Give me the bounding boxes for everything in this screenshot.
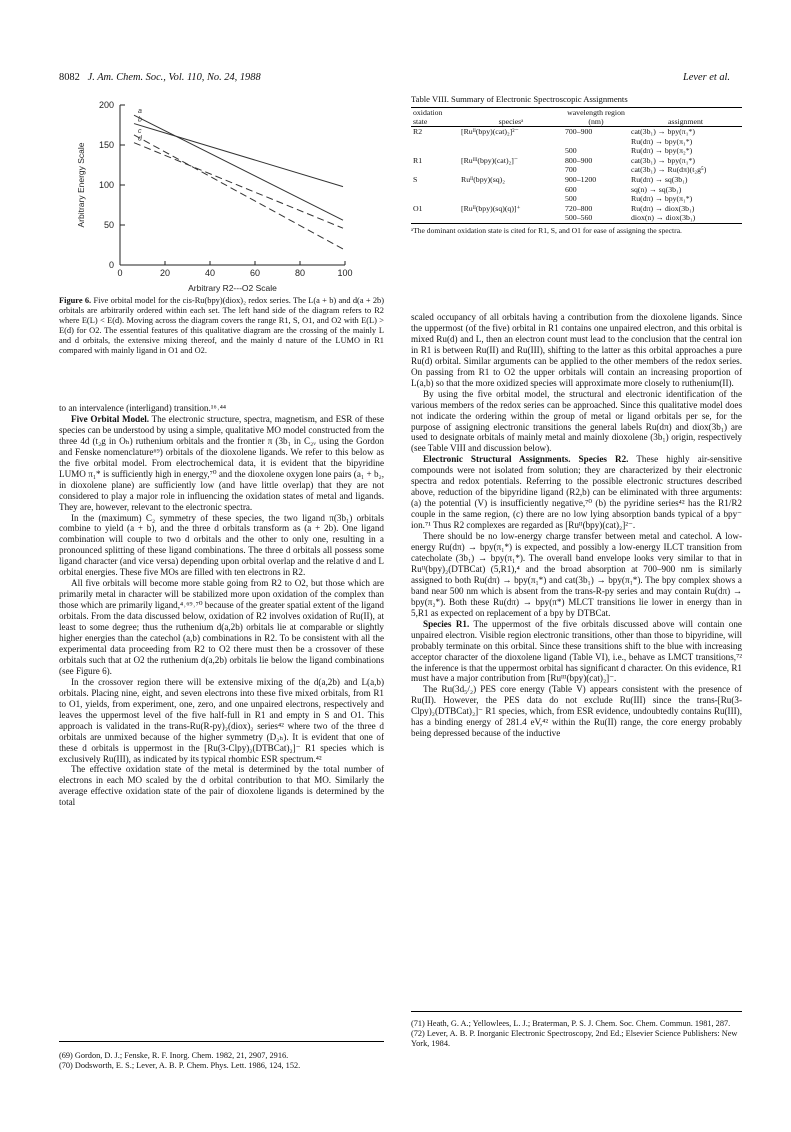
figure-caption-text: Five orbital model for the cis-Ru(bpy)(diox)₂ redox series. The L(a + b) and d(a + 2b) orbitals are arbitrarily ordered within each set. The left hand side of the diagram refers to R2 where E(L) < E(d). Moving across the diagram covers the range R1, S, O1, and O2 with E(L) > E(d) for O2. The essential features of this qualitative diagram are the crossing of the mainly L and d orbitals, the extensive mixing thereof, and the mainly d nature of the LUMO in R1 compared with mainly ligand in O1 and O2.	[59, 296, 385, 355]
paragraph	[411, 619, 742, 685]
series-line-c	[134, 135, 343, 249]
left-column	[59, 403, 384, 808]
table-cell: 800–900	[565, 155, 593, 165]
table-row	[411, 165, 742, 175]
footnote-rule	[411, 1011, 742, 1012]
paragraph: By using the five orbital model, the structural and electronic identification of the various members of the redox series can be approached. Since this qualitative model does not indicate the ordering within the group of metal or ligand orbitals per se, for the purpose of assigning electronic transitions the general labels Ru(dπ) and diox(3b₁) are used to designate orbitals of mainly metal and mainly dioxolene (3b₁) origin, respectively (see Table VIII and discussion below).	[411, 388, 742, 454]
series-label-c: c	[138, 127, 142, 135]
x-tick-label: 40	[204, 268, 216, 278]
table-footnote: ᵃThe dominant oxidation state is cited for R1, S, and O1 for ease of assigning the spectra.	[411, 225, 682, 235]
x-tick-label: 80	[294, 268, 306, 278]
table-cell: 500	[565, 194, 577, 204]
right-column	[411, 312, 742, 739]
table-cell: Ru(dπ) → sq(3b₁)	[631, 174, 688, 184]
table-cell	[459, 165, 563, 175]
table-row	[411, 175, 742, 185]
table-cell: 500	[565, 146, 577, 156]
x-tick-label: 100	[337, 268, 353, 278]
table-cell	[459, 185, 563, 195]
table-row	[411, 194, 742, 204]
y-tick-label: 150	[98, 140, 114, 150]
table-cell	[563, 137, 629, 147]
page-number: 8082	[59, 72, 80, 83]
table-cell: O1	[413, 203, 423, 213]
table-header-cell: oxidation state	[411, 108, 459, 127]
table-cell	[411, 137, 459, 147]
table-row	[411, 137, 742, 147]
figure-6-chart	[60, 95, 380, 295]
table-cell: 720–800	[565, 203, 593, 213]
assignments-table	[411, 107, 742, 224]
table-cell: Ru(dπ) → bpy(π₁*)	[631, 136, 693, 146]
footnotes-left	[59, 1051, 384, 1071]
table-header-cell: assignment	[629, 108, 742, 127]
table-cell: 700–900	[565, 127, 593, 136]
table-cell	[411, 194, 459, 204]
paragraph: All five orbitals will become more stable going from R2 to O2, but those which are primarily metal in character will be stabilized more upon oxidation of the complex than those which are primarily ligand,⁴˒⁶⁹˒⁷⁰ because of the greater spatial extent of the ligand orbitals. From the data discussed below, oxidation of R2 involves oxidation of Ru(II), at least to some degree; thus the ruthenium d(a,2b) orbitals lie at comparable or slightly higher energies than the catechol (a,b) combinations in R2. To be consistent with all the experimental data proceeding from R2 to O2 there must then be a crossover of these orbitals such that at O2 the ruthenium d(a,2b) orbitals lie below the ligand combinations (see Figure 6).	[59, 578, 384, 676]
table-row	[411, 156, 742, 166]
author-text: Lever et al.	[683, 72, 731, 83]
footnote-rule	[59, 1041, 384, 1042]
table-cell: diox(n) → diox(3b₁)	[629, 213, 742, 223]
table-cell: cat(3b₁) → bpy(π₁*)	[631, 155, 695, 165]
series-label-b: b	[138, 116, 142, 124]
table-cell: Ru(dπ) → diox(3b₁)	[631, 203, 695, 213]
paragraph-text: The electronic structure, spectra, magnetism, and ESR of these species can be understood by using a simple, qualitative MO model constructed from the three 4d (t₂g in Oₕ) ruthenium orbitals and the frontier π (3b₁ in C₂ᵥ using the Gordon and Fenske nomenclature⁶⁹) orbitals of the dioxolene ligands. We refer to this below as the five orbital model. From electrochemical data, it is evident that the bipyridine LUMO π₁* is sufficiently high in energy,⁷⁰ and the dioxolene oxygen lone pairs (a₁ + b₂, in dioxolene plane) are sufficiently low (and have little overlap) that they are not considered to play a major role in influencing the oxidation states of metal and ligands. They are, however, relevant to the electronic spectra.	[59, 413, 384, 512]
y-tick-label: 100	[98, 180, 114, 190]
footnote: (69) Gordon, D. J.; Fenske, R. F. Inorg. Chem. 1982, 21, 2907, 2916.	[59, 1051, 289, 1060]
paragraph: In the crossover region there will be extensive mixing of the d(a,2b) and L(a,b) orbitals. Placing nine, eight, and seven electrons into these five mixed orbitals, from R1 to O1, yields, from experiment, one, zero, and one unpaired electrons, respectively and leaves the uppermost level of the five half-full in R1 and empty in S and O1. This approach is validated in the trans-Ru(R-py)₂(diox)₂ series⁴² where two of the three d orbitals are unmixed because of the higher symmetry (D₂ₕ). It is evident that one of these d orbitals is uppermost in the [Ru(3-Clpy)₂(DTBCat)₂]⁻ R1 species which is exclusively Ru(III), as indicated by its typical rhombic ESR spectrum.⁴²	[59, 676, 384, 764]
series-label-a: a	[138, 108, 142, 116]
paragraph: In the (maximum) C₂ symmetry of these species, the two ligand π(3b₁) orbitals combine to yield (a + b), and the three d orbitals transform as (a + 2b). One ligand combination will couple to two d orbitals and the other to only one, resulting in a pronounced splitting of these ligand combinations. The three d orbitals all possess some ligand character (and vice versa) depending upon orbital overlap and the relative d and L orbital energies. These five MOs are filled with ten electrons in R2.	[59, 512, 384, 578]
x-axis-label: Arbitrary R2---O2 Scale	[188, 283, 277, 293]
table-row	[411, 185, 742, 195]
table-cell	[411, 165, 459, 175]
paragraph: There should be no low-energy charge transfer between metal and catechol. A low-energy Ru(dπ) → bpy(π₁*) is expected, and possibly a low-energy ILCT transition from catecholate (3b₁) → bpy(π₁*). The overall band envelope looks very similar to that in Ruᴵᴵ(bpy)₂(DTBCat) (5,R1),⁴ and the broad absorption at 700–900 nm is similarly assigned to both Ru(dπ) → bpy(π₁*) and cat(3b₁) → bpy(π₁*). The bpy complex shows a band near 500 nm which is absent from the trans-R-py series and may contain Ru(dπ) → bpy(π₂*). Both these Ru(dπ) → bpy(π*) MLCT transitions lie lower in energy than in 5,R1 as expected on replacement of a bpy by DTBCat.	[411, 531, 742, 618]
table-cell	[459, 194, 563, 204]
journal-citation: J. Am. Chem. Soc., Vol. 110, No. 24, 1988	[87, 72, 261, 83]
y-axis-label: Arbitrary Energy Scale	[76, 142, 86, 228]
figure-caption	[59, 296, 384, 356]
table-header-cell: speciesᵃ	[459, 108, 563, 127]
table-cell: 900–1200	[565, 174, 597, 184]
table-cell: S	[413, 174, 418, 184]
y-tick-label: 50	[103, 220, 114, 230]
footnotes-right	[411, 1019, 742, 1049]
table-cell: cat(3b₁) → Ru(dπ)(t₂g⁵)	[631, 165, 707, 175]
x-tick-label: 20	[159, 268, 171, 278]
table-cell: Ru(dπ) → bpy(π₂*)	[631, 146, 693, 156]
section-label: Species R1.	[423, 618, 470, 629]
paragraph: The effective oxidation state of the metal is determined by the total number of electrons in each MO scaled by the d orbital contribution to that MO. Similarly the average effective oxidation state of the pair of dioxolene ligands is determined by the total	[59, 764, 384, 808]
paragraph: scaled occupancy of all orbitals having a contribution from the dioxolene ligands. Since the uppermost (of the five) orbital in R1 contains one unpaired electron, and this orbital is mixed Ru(d) and L, then an electron count must lead to the conclusion that the central ion in R1 is between Ru(II) and Ru(III), shifting to the latter as this orbital approaches a pure Ru(d) orbital. Similar arguments can be applied to the other members of the redox series. On passing from R1 to O2 the upper orbitals will contain an increasing proportion of L(a,b) so that the more oxidized species will approximate more closely to ruthenium(II).	[411, 312, 742, 388]
paragraph: to an intervalence (interligand) transition.¹⁶˒⁴⁴	[59, 403, 227, 413]
table-cell: 500–560	[563, 213, 629, 223]
series-line-a	[134, 115, 343, 220]
table-cell: 700	[565, 165, 577, 175]
table-row	[411, 213, 742, 223]
table-row	[411, 146, 742, 156]
paragraph: The Ru(3d₅/₂) PES core energy (Table V) appears consistent with the presence of Ru(II). However, the PES data do not exclude Ru(III) since the trans-[Ru(3-Clpy)₂(DTBCat)₂]⁻ R1 species, which, from ESR evidence, undoubtedly contains Ru(III), has a binding energy of 281.4 eV,⁴² within the Ru(II) range, the core energy probably being depressed because of the inductive	[411, 684, 742, 739]
section-label: Electronic Structural Assignments. Species R2.	[423, 454, 629, 465]
y-tick-label: 0	[108, 260, 114, 270]
footnote: (70) Dodsworth, E. S.; Lever, A. B. P. Chem. Phys. Lett. 1986, 124, 152.	[59, 1061, 301, 1070]
y-tick-label: 200	[98, 100, 114, 110]
table-cell: cat(3b₁) → bpy(π₁*)	[631, 127, 695, 136]
table-cell	[411, 146, 459, 156]
paragraph-text: The uppermost of the five orbitals discussed above will contain one unpaired electron. Visible region electronic transitions, other than those to bipyridine, will probably terminate on this orbital. Since these transitions shift to the blue with increasing acceptor character of the dioxolene ligand (Table VI), i.e., behave as LMCT transitions,⁷² the inference is that the uppermost orbital has significant d character. On this evidence, R1 must have a major contribution from [Ruᴵᴵᴵ(bpy)(cat)₂]⁻.	[411, 618, 742, 684]
table-header-cell: wavelength region (nm)	[563, 108, 629, 127]
table-cell: Ru(dπ) → bpy(π₁*)	[631, 194, 693, 204]
table-cell: [Ruᴵᴵᴵ(bpy)(cat)₂]⁻	[461, 155, 518, 165]
paragraph-text: These highly air-sensitive compounds were not isolated from solution; they are characterized by their electronic spectra and redox potentials. Referring to the possible electronic structures described above, reduction of the bipyridine ligand (R2,b) can be eliminated with three arguments: (a) the potential (V) is insufficiently negative,⁷⁰ (b) the pyridine series⁴² has the R1/R2 couple in the same region, (c) there are no low lying absorption bands typical of a bpy⁻ ion.⁷¹ Thus R2 complexes are regarded as [Ruᴵᴵ(bpy)(cat)₂]²⁻.	[411, 454, 742, 531]
paragraph	[59, 414, 384, 513]
table-cell	[411, 213, 459, 223]
table-cell: Ruᴵᴵ(bpy)(sq)₂	[461, 174, 505, 184]
table-cell: R2	[413, 127, 423, 136]
table-cell	[459, 137, 563, 147]
table-cell	[411, 185, 459, 195]
table-viii	[411, 94, 742, 235]
table-cell	[459, 213, 563, 223]
series-label-d: d	[138, 135, 142, 143]
footnote: (72) Lever, A. B. P. Inorganic Electronic Spectroscopy, 2nd Ed.; Elsevier Science Publishers: New York, 1984.	[411, 1029, 738, 1048]
table-cell: [Ruᴵᴵ(bpy)(sq)(q)]⁺	[461, 203, 521, 213]
footnote: (71) Heath, G. A.; Yellowlees, L. J.; Braterman, P. S. J. Chem. Soc. Chem. Commun. 1981, 287.	[411, 1019, 731, 1028]
table-cell: sq(n) → sq(3b₁)	[631, 184, 682, 194]
page-header	[59, 72, 261, 83]
running-author	[683, 72, 730, 83]
section-label: Five Orbital Model.	[71, 413, 150, 424]
table-title: Table VIII. Summary of Electronic Spectroscopic Assignments	[411, 94, 628, 104]
figure-label: Figure 6.	[59, 296, 92, 305]
paragraph	[411, 454, 742, 531]
table-cell: 600	[565, 184, 577, 194]
table-cell	[459, 146, 563, 156]
table-row	[411, 204, 742, 214]
x-tick-label: 60	[249, 268, 261, 278]
x-tick-label: 0	[117, 268, 123, 278]
table-cell: R1	[413, 155, 423, 165]
table-row	[411, 127, 742, 137]
table-cell: [Ruᴵᴵ(bpy)(cat)₂]²⁻	[461, 127, 519, 136]
